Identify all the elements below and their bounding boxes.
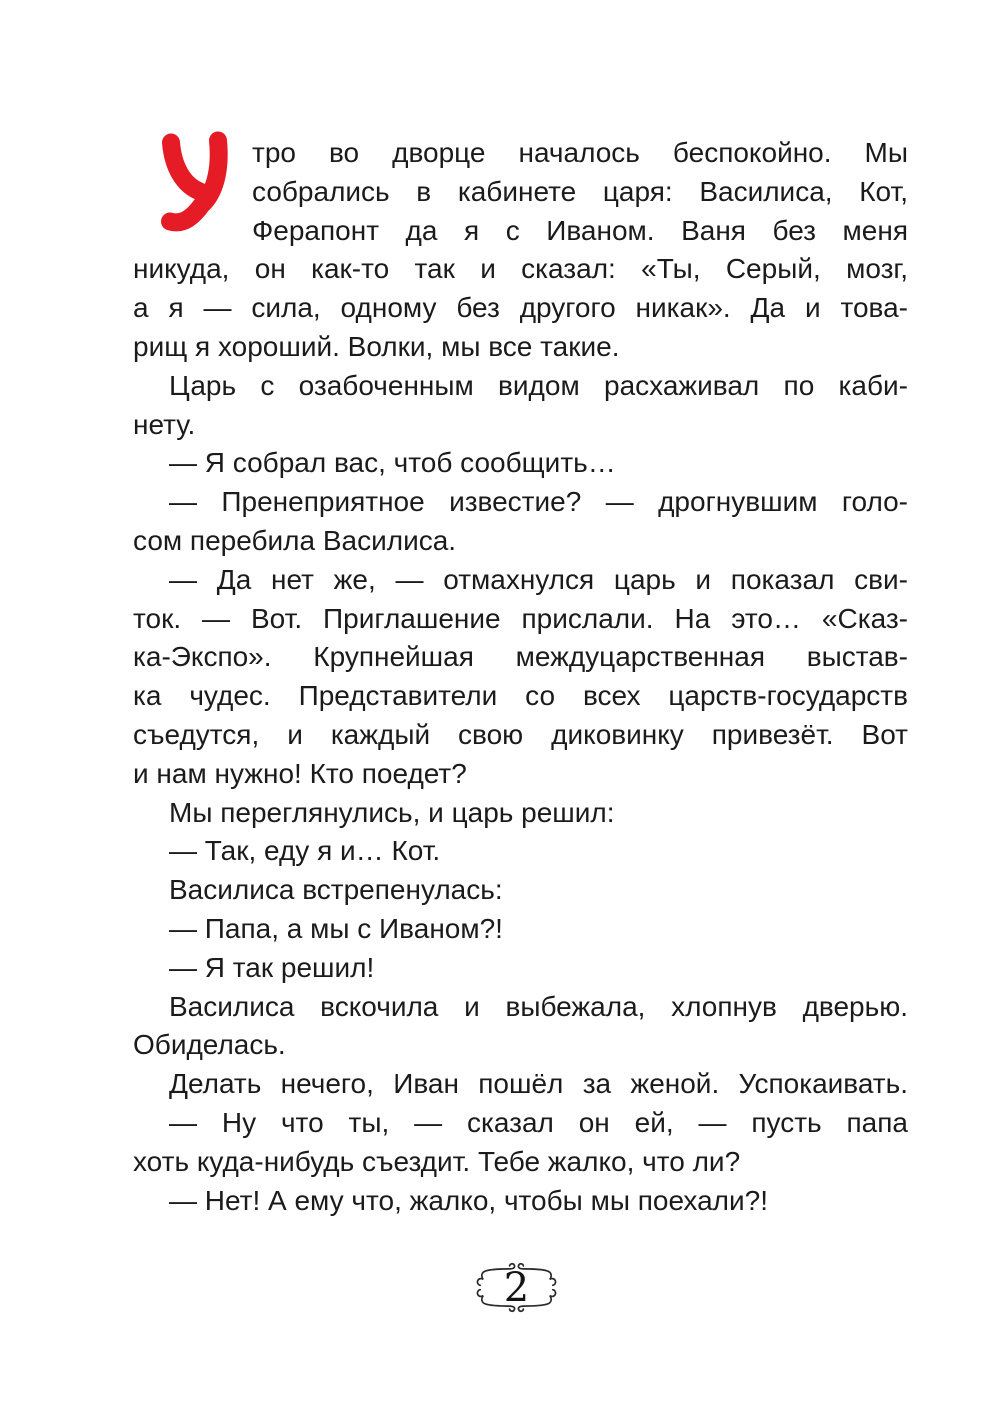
text-line: Ферапонт да я с Иваном. Ваня без меня	[252, 214, 908, 246]
text-line: — Ну что ты, — сказал он ей, — пусть папа	[169, 1106, 908, 1138]
text-line: никуда, он как-то так и сказал: «Ты, Серый, мозг,	[133, 253, 908, 285]
text-line: собрались в кабинете царя: Василиса, Кот,	[252, 175, 908, 207]
paragraph	[133, 561, 908, 794]
story-text	[133, 134, 908, 1220]
text-line: Обиделась.	[133, 1029, 286, 1061]
text-line: — Нет! А ему что, жалко, чтобы мы поехали?!	[169, 1184, 769, 1216]
page-number: 2	[503, 1265, 530, 1311]
text-line: Царь с озабоченным видом расхаживал по каби-	[169, 369, 908, 401]
text-line: Мы переглянулись, и царь решил:	[169, 796, 615, 828]
text-line: и нам нужно! Кто поедет?	[133, 757, 467, 789]
text-line: — Да нет же, — отмахнулся царь и показал сви-	[169, 563, 908, 595]
paragraph	[133, 1065, 908, 1104]
text-line: — Я так решил!	[169, 951, 375, 983]
paragraph	[133, 871, 908, 910]
paragraph	[133, 988, 908, 1066]
text-line: Делать нечего, Иван пошёл за женой. Успокаивать.	[169, 1068, 908, 1100]
paragraph	[133, 1182, 908, 1221]
text-line: тро во дворце началось беспокойно. Мы	[252, 137, 908, 168]
text-line: — Так, еду я и… Кот.	[169, 835, 441, 867]
text-line: — Папа, а мы с Иваном?!	[169, 912, 503, 944]
paragraph	[133, 1104, 908, 1182]
text-line: — Я собрал вас, чтоб сообщить…	[169, 447, 616, 479]
text-line: Василиса вскочила и выбежала, хлопнув дверью.	[169, 990, 908, 1022]
paragraph	[133, 949, 908, 988]
paragraph	[133, 444, 908, 483]
text-line: Василиса встрепенулась:	[169, 874, 503, 906]
paragraph	[133, 367, 908, 445]
text-line: сом перебила Василиса.	[133, 524, 457, 556]
paragraph	[133, 910, 908, 949]
paragraph	[133, 134, 908, 367]
paragraph	[133, 832, 908, 871]
text-line: нету.	[133, 408, 196, 440]
text-line: ток. — Вот. Приглашение прислали. На это… «Сказ-	[133, 602, 908, 634]
text-line: а я — сила, одному без другого никак». Да и това-	[133, 292, 908, 324]
text-line: — Пренеприятное известие? — дрогнувшим голо-	[169, 486, 908, 518]
text-line: хоть куда-нибудь съездит. Тебе жалко, что ли?	[133, 1145, 741, 1177]
paragraph	[133, 483, 908, 561]
page-footer	[470, 1262, 563, 1313]
text-line: рищ я хороший. Волки, мы все такие.	[133, 330, 620, 362]
drop-cap-letter	[158, 129, 230, 238]
text-line: ка-Экспо». Крупнейшая междуцарственная выстав-	[133, 641, 908, 673]
text-line: съедутся, и каждый свою диковинку привезёт. Вот	[133, 718, 908, 750]
text-line: ка чудес. Представители со всех царств-государств	[133, 680, 908, 712]
paragraph	[133, 794, 908, 833]
